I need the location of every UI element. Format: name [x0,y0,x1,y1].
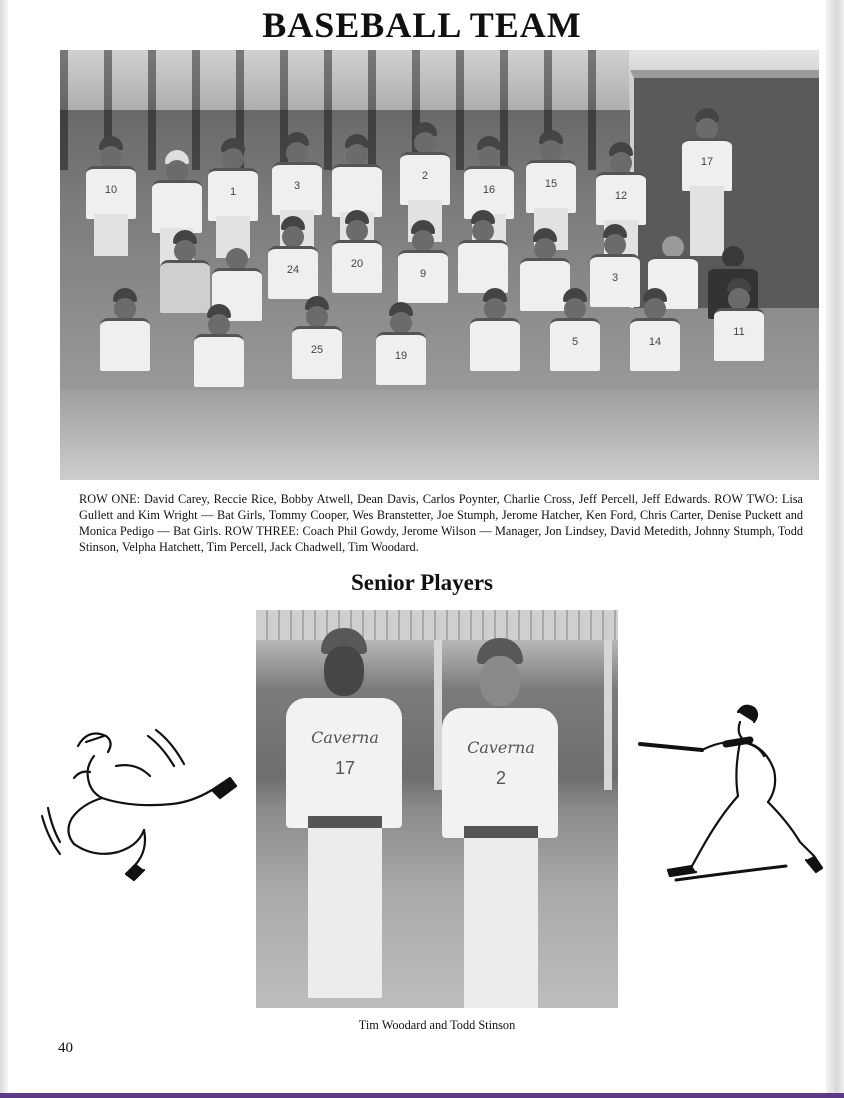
team-player [626,288,684,398]
senior-player-right [434,630,564,1008]
team-player [288,296,346,406]
page-bottom-strip [0,1093,844,1098]
team-player [546,288,604,398]
jersey-number: 11 [733,326,745,338]
jersey-number: 17 [334,758,356,778]
team-player [96,288,154,398]
page-binding-shadow [0,0,8,1098]
jersey-script: Caverna [467,738,535,757]
batter-swing-icon [636,698,828,884]
photo-field [60,390,819,480]
team-player [710,278,768,388]
jersey-number: 16 [482,184,496,196]
jersey-number: 9 [419,268,427,280]
page-edge-shadow [826,0,844,1098]
page-number: 40 [58,1040,73,1056]
jersey-number: 19 [394,350,408,362]
team-photo [60,50,819,480]
team-player [372,302,430,412]
cartoon-pitcher-icon [38,716,248,886]
senior-player-left [278,620,408,1000]
photo-dugout-post [604,640,612,790]
jersey-number: 3 [293,180,301,192]
team-photo-caption: ROW ONE: David Carey, Reccie Rice, Bobby Atwell, Dean Davis, Carlos Poynter, Charlie Cross, Jeff Percell, Jeff Edwards. ROW TWO: Lisa Gullett and Kim Wright — Bat Girls, Tommy Cooper, Wes Branstetter, Joe Stumph, Jerome Hatcher, Ken Ford, Chris Carter, Denise Puckett and Monica Pedigo — Bat Girls. ROW THREE: Coach Phil Gowdy, Jerome Wilson — Manager, Jon Lindsey, David Metedith, Johnny Stumph, Todd Stinson, Velpha Hatchett, Tim Percell, Jack Chadwell, Tim Woodard. [79,492,803,554]
jersey-number: 2 [421,170,429,182]
senior-players-heading: Senior Players [350,570,494,595]
jersey-number: 1 [229,186,237,198]
jersey-number: 24 [286,264,300,276]
team-player [82,136,140,256]
jersey-number: 3 [611,272,619,284]
jersey-number: 15 [544,178,558,190]
senior-players-photo [256,610,618,1008]
senior-players-caption: Tim Woodard and Todd Stinson [358,1018,516,1032]
team-player [190,304,248,414]
jersey-number: 14 [648,336,662,348]
jersey-number: 10 [104,184,118,196]
jersey-number: 17 [700,156,714,168]
jersey-number: 2 [495,768,506,788]
page-title: BASEBALL TEAM [262,5,582,45]
jersey-script: Caverna [311,728,379,747]
jersey-number: 12 [614,190,628,202]
jersey-number: 20 [350,258,364,270]
team-player [466,288,524,398]
jersey-number: 5 [571,336,579,348]
jersey-number: 25 [310,344,324,356]
